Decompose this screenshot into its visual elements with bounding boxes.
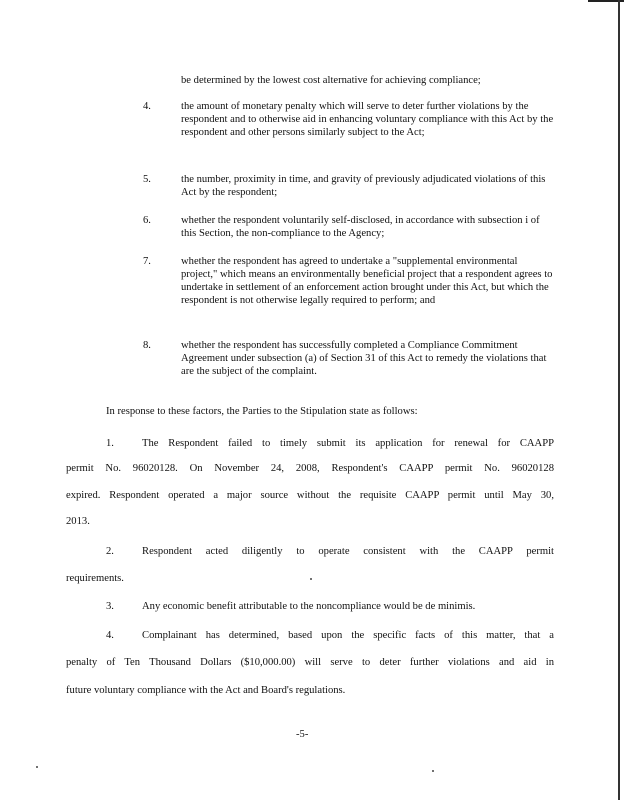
factor-number: 8. bbox=[143, 340, 151, 351]
response-line: Complainant has determined, based upon the specific facts of this matter, that a bbox=[142, 630, 554, 641]
factor-text: the number, proximity in time, and gravity of previously adjudicated violations of this Act by the respondent; bbox=[181, 174, 546, 198]
response-line: expired. Respondent operated a major source without the requisite CAAPP permit until May 30, bbox=[66, 490, 554, 501]
factor-number: 6. bbox=[143, 215, 151, 226]
response-number: 1. bbox=[106, 438, 114, 449]
factor-text: whether the respondent has agreed to undertake a "supplemental environmental project," which means an environmentally beneficial project that a respondent agrees to undertake in settlement of an enforcement action brought under this Act, but which the respondent is not otherwise legally required to perform; and bbox=[181, 256, 553, 306]
response-line: future voluntary compliance with the Act and Board's regulations. bbox=[66, 685, 346, 696]
response-number: 2. bbox=[106, 546, 114, 557]
factor-text: whether the respondent voluntarily self-disclosed, in accordance with subsection i of this Section, the non-compliance to the Agency; bbox=[181, 215, 540, 239]
scan-edge-right bbox=[618, 0, 620, 800]
response-line: requirements. bbox=[66, 573, 124, 584]
response-line: 2013. bbox=[66, 516, 90, 527]
scan-speck bbox=[36, 766, 38, 768]
intro-fragment: be determined by the lowest cost alternative for achieving compliance; bbox=[181, 75, 481, 86]
response-line: penalty of Ten Thousand Dollars ($10,000.00) will serve to deter further violations and aid in bbox=[66, 657, 554, 668]
factor-text: the amount of monetary penalty which will serve to deter further violations by the respondent and to otherwise aid in enhancing voluntary compliance with this Act by the respondent and other persons similarly subject to the Act; bbox=[181, 101, 554, 138]
response-intro: In response to these factors, the Parties to the Stipulation state as follows: bbox=[106, 406, 418, 417]
scan-speck bbox=[432, 770, 434, 772]
response-line: Respondent acted diligently to operate consistent with the CAAPP permit bbox=[142, 546, 554, 557]
scan-speck bbox=[310, 578, 312, 580]
response-number: 3. bbox=[106, 601, 114, 612]
response-line: permit No. 96020128. On November 24, 2008, Respondent's CAAPP permit No. 96020128 bbox=[66, 463, 554, 474]
factor-number: 4. bbox=[143, 101, 151, 112]
factor-number: 5. bbox=[143, 174, 151, 185]
response-line: The Respondent failed to timely submit its application for renewal for CAAPP bbox=[142, 438, 554, 449]
response-line: Any economic benefit attributable to the noncompliance would be de minimis. bbox=[142, 601, 476, 612]
factor-number: 7. bbox=[143, 256, 151, 267]
factor-text: whether the respondent has successfully completed a Compliance Commitment Agreement under subsection (a) of Section 31 of this Act to remedy the violations that are the subject of the complaint. bbox=[181, 340, 547, 377]
response-number: 4. bbox=[106, 630, 114, 641]
page-number: -5- bbox=[296, 729, 309, 740]
